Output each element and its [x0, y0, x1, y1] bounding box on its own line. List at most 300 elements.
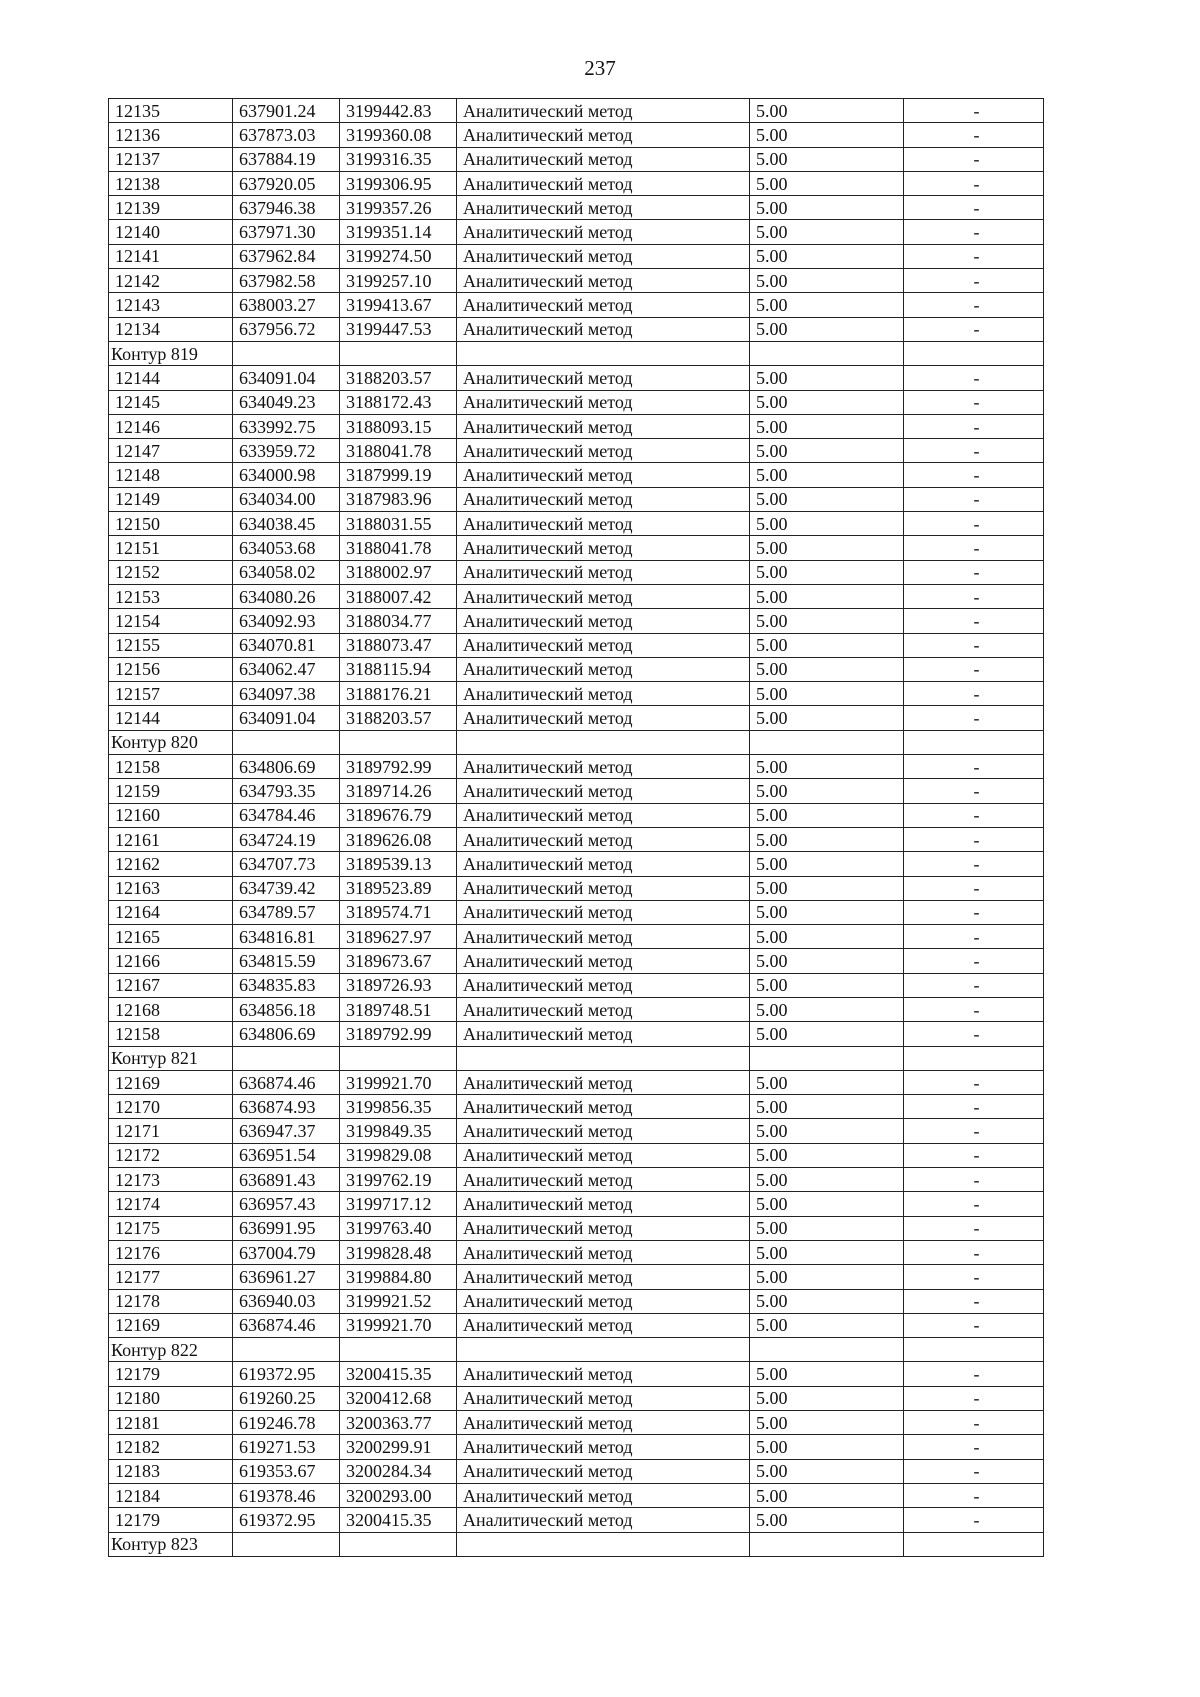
- coordinate-x-cell: 634058.02: [233, 560, 340, 584]
- coordinate-x-cell: 634815.59: [233, 949, 340, 973]
- coordinate-y-cell: 3189792.99: [340, 1022, 457, 1046]
- point-number-cell: 12172: [109, 1143, 233, 1167]
- coordinate-y-cell: 3189673.67: [340, 949, 457, 973]
- accuracy-cell: 5.00: [750, 584, 904, 608]
- note-cell: -: [904, 900, 1044, 924]
- accuracy-cell: 5.00: [750, 949, 904, 973]
- accuracy-cell: 5.00: [750, 220, 904, 244]
- coordinate-y-cell: 3199316.35: [340, 147, 457, 171]
- table-row: [109, 1095, 1044, 1119]
- note-cell: -: [904, 827, 1044, 851]
- accuracy-cell: 5.00: [750, 1483, 904, 1507]
- point-number-cell: 12179: [109, 1508, 233, 1532]
- point-number-cell: 12184: [109, 1483, 233, 1507]
- method-cell: Аналитический метод: [457, 609, 750, 633]
- table-row: [109, 1168, 1044, 1192]
- method-cell: Аналитический метод: [457, 803, 750, 827]
- point-number-cell: 12149: [109, 487, 233, 511]
- table-row: [109, 779, 1044, 803]
- accuracy-cell: 5.00: [750, 925, 904, 949]
- note-cell: -: [904, 147, 1044, 171]
- coordinate-y-cell: 3199360.08: [340, 123, 457, 147]
- method-cell: Аналитический метод: [457, 900, 750, 924]
- note-cell: -: [904, 1143, 1044, 1167]
- coordinate-x-cell: 637004.79: [233, 1240, 340, 1264]
- table-row: [109, 293, 1044, 317]
- coordinate-x-cell: 634000.98: [233, 463, 340, 487]
- coordinate-x-cell: 619260.25: [233, 1386, 340, 1410]
- point-number-cell: 12136: [109, 123, 233, 147]
- method-cell: Аналитический метод: [457, 244, 750, 268]
- point-number-cell: 12171: [109, 1119, 233, 1143]
- coordinate-x-cell: 634097.38: [233, 682, 340, 706]
- note-cell: -: [904, 755, 1044, 779]
- method-cell: Аналитический метод: [457, 536, 750, 560]
- empty-cell: [233, 1532, 340, 1556]
- coordinate-x-cell: 636891.43: [233, 1168, 340, 1192]
- table-row: [109, 220, 1044, 244]
- table-row: [109, 414, 1044, 438]
- coordinate-x-cell: 619372.95: [233, 1362, 340, 1386]
- coordinate-x-cell: 634856.18: [233, 997, 340, 1021]
- method-cell: Аналитический метод: [457, 414, 750, 438]
- accuracy-cell: 5.00: [750, 1289, 904, 1313]
- note-cell: -: [904, 997, 1044, 1021]
- method-cell: Аналитический метод: [457, 1435, 750, 1459]
- note-cell: -: [904, 925, 1044, 949]
- note-cell: -: [904, 1265, 1044, 1289]
- coordinate-x-cell: 634806.69: [233, 1022, 340, 1046]
- note-cell: -: [904, 244, 1044, 268]
- empty-cell: [340, 1338, 457, 1362]
- accuracy-cell: 5.00: [750, 1386, 904, 1410]
- method-cell: Аналитический метод: [457, 827, 750, 851]
- accuracy-cell: 5.00: [750, 900, 904, 924]
- point-number-cell: 12178: [109, 1289, 233, 1313]
- coordinate-y-cell: 3199856.35: [340, 1095, 457, 1119]
- point-number-cell: 12151: [109, 536, 233, 560]
- method-cell: Аналитический метод: [457, 269, 750, 293]
- coordinate-y-cell: 3199274.50: [340, 244, 457, 268]
- coordinate-y-cell: 3188203.57: [340, 706, 457, 730]
- coordinate-x-cell: 633959.72: [233, 439, 340, 463]
- method-cell: Аналитический метод: [457, 1022, 750, 1046]
- coordinate-y-cell: 3199921.52: [340, 1289, 457, 1313]
- method-cell: Аналитический метод: [457, 1362, 750, 1386]
- table-row: [109, 1459, 1044, 1483]
- point-number-cell: 12167: [109, 973, 233, 997]
- table-row: [109, 803, 1044, 827]
- coordinate-y-cell: 3188172.43: [340, 390, 457, 414]
- point-number-cell: 12173: [109, 1168, 233, 1192]
- coordinate-y-cell: 3189792.99: [340, 755, 457, 779]
- method-cell: Аналитический метод: [457, 755, 750, 779]
- contour-header-row: [109, 341, 1044, 365]
- accuracy-cell: 5.00: [750, 560, 904, 584]
- coordinate-y-cell: 3188093.15: [340, 414, 457, 438]
- point-number-cell: 12158: [109, 1022, 233, 1046]
- note-cell: -: [904, 876, 1044, 900]
- table-row: [109, 900, 1044, 924]
- coordinate-x-cell: 619271.53: [233, 1435, 340, 1459]
- table-row: [109, 657, 1044, 681]
- empty-cell: [340, 730, 457, 754]
- accuracy-cell: 5.00: [750, 1192, 904, 1216]
- contour-header-row: [109, 730, 1044, 754]
- note-cell: -: [904, 803, 1044, 827]
- note-cell: -: [904, 123, 1044, 147]
- table-row: [109, 584, 1044, 608]
- note-cell: -: [904, 439, 1044, 463]
- coordinate-x-cell: 637920.05: [233, 171, 340, 195]
- method-cell: Аналитический метод: [457, 1143, 750, 1167]
- note-cell: -: [904, 220, 1044, 244]
- coordinate-x-cell: 637971.30: [233, 220, 340, 244]
- note-cell: -: [904, 1119, 1044, 1143]
- empty-cell: [233, 341, 340, 365]
- empty-cell: [904, 1046, 1044, 1070]
- point-number-cell: 12155: [109, 633, 233, 657]
- accuracy-cell: 5.00: [750, 317, 904, 341]
- accuracy-cell: 5.00: [750, 1313, 904, 1337]
- table-row: [109, 609, 1044, 633]
- accuracy-cell: 5.00: [750, 463, 904, 487]
- note-cell: -: [904, 536, 1044, 560]
- coordinate-x-cell: 637873.03: [233, 123, 340, 147]
- coordinates-table-body: [109, 99, 1044, 1557]
- coordinate-x-cell: 638003.27: [233, 293, 340, 317]
- accuracy-cell: 5.00: [750, 487, 904, 511]
- coordinate-x-cell: 634080.26: [233, 584, 340, 608]
- point-number-cell: 12179: [109, 1362, 233, 1386]
- coordinate-y-cell: 3188031.55: [340, 512, 457, 536]
- empty-cell: [904, 341, 1044, 365]
- coordinate-x-cell: 634091.04: [233, 366, 340, 390]
- note-cell: -: [904, 560, 1044, 584]
- empty-cell: [750, 1532, 904, 1556]
- coordinate-y-cell: 3188203.57: [340, 366, 457, 390]
- coordinate-x-cell: 634835.83: [233, 973, 340, 997]
- coordinate-y-cell: 3189574.71: [340, 900, 457, 924]
- coordinate-x-cell: 637956.72: [233, 317, 340, 341]
- empty-cell: [750, 341, 904, 365]
- method-cell: Аналитический метод: [457, 997, 750, 1021]
- coordinate-x-cell: 637982.58: [233, 269, 340, 293]
- table-row: [109, 827, 1044, 851]
- table-row: [109, 997, 1044, 1021]
- method-cell: Аналитический метод: [457, 876, 750, 900]
- coordinate-y-cell: 3188176.21: [340, 682, 457, 706]
- point-number-cell: 12183: [109, 1459, 233, 1483]
- coordinate-y-cell: 3189539.13: [340, 852, 457, 876]
- accuracy-cell: 5.00: [750, 1411, 904, 1435]
- note-cell: -: [904, 949, 1044, 973]
- note-cell: -: [904, 366, 1044, 390]
- accuracy-cell: 5.00: [750, 633, 904, 657]
- note-cell: -: [904, 1168, 1044, 1192]
- accuracy-cell: 5.00: [750, 244, 904, 268]
- table-row: [109, 463, 1044, 487]
- note-cell: -: [904, 269, 1044, 293]
- method-cell: Аналитический метод: [457, 366, 750, 390]
- coordinate-x-cell: 634806.69: [233, 755, 340, 779]
- point-number-cell: 12169: [109, 1070, 233, 1094]
- empty-cell: [233, 730, 340, 754]
- coordinate-y-cell: 3199762.19: [340, 1168, 457, 1192]
- coordinate-y-cell: 3188002.97: [340, 560, 457, 584]
- note-cell: -: [904, 1386, 1044, 1410]
- method-cell: Аналитический метод: [457, 1168, 750, 1192]
- table-row: [109, 682, 1044, 706]
- table-row: [109, 1362, 1044, 1386]
- point-number-cell: 12138: [109, 171, 233, 195]
- table-row: [109, 560, 1044, 584]
- coordinate-x-cell: 634053.68: [233, 536, 340, 560]
- note-cell: -: [904, 1435, 1044, 1459]
- coordinate-y-cell: 3200363.77: [340, 1411, 457, 1435]
- accuracy-cell: 5.00: [750, 827, 904, 851]
- contour-label: Контур 822: [109, 1338, 233, 1362]
- accuracy-cell: 5.00: [750, 706, 904, 730]
- table-row: [109, 1022, 1044, 1046]
- note-cell: -: [904, 414, 1044, 438]
- empty-cell: [750, 1338, 904, 1362]
- table-row: [109, 536, 1044, 560]
- contour-label: Контур 819: [109, 341, 233, 365]
- note-cell: -: [904, 99, 1044, 123]
- coordinate-y-cell: 3188007.42: [340, 584, 457, 608]
- accuracy-cell: 5.00: [750, 609, 904, 633]
- coordinate-y-cell: 3199829.08: [340, 1143, 457, 1167]
- coordinate-y-cell: 3189726.93: [340, 973, 457, 997]
- table-row: [109, 123, 1044, 147]
- note-cell: -: [904, 1459, 1044, 1483]
- coordinate-x-cell: 636951.54: [233, 1143, 340, 1167]
- method-cell: Аналитический метод: [457, 99, 750, 123]
- method-cell: Аналитический метод: [457, 925, 750, 949]
- coordinate-x-cell: 634816.81: [233, 925, 340, 949]
- coordinate-x-cell: 634091.04: [233, 706, 340, 730]
- empty-cell: [904, 730, 1044, 754]
- coordinate-y-cell: 3200284.34: [340, 1459, 457, 1483]
- contour-label: Контур 821: [109, 1046, 233, 1070]
- table-row: [109, 1435, 1044, 1459]
- accuracy-cell: 5.00: [750, 269, 904, 293]
- coordinate-y-cell: 3199884.80: [340, 1265, 457, 1289]
- coordinates-table: [108, 98, 1044, 1557]
- note-cell: -: [904, 1362, 1044, 1386]
- coordinate-x-cell: 636957.43: [233, 1192, 340, 1216]
- table-row: [109, 973, 1044, 997]
- method-cell: Аналитический метод: [457, 633, 750, 657]
- table-row: [109, 147, 1044, 171]
- empty-cell: [457, 1338, 750, 1362]
- point-number-cell: 12180: [109, 1386, 233, 1410]
- coordinate-x-cell: 634724.19: [233, 827, 340, 851]
- point-number-cell: 12140: [109, 220, 233, 244]
- note-cell: -: [904, 973, 1044, 997]
- accuracy-cell: 5.00: [750, 682, 904, 706]
- table-row: [109, 755, 1044, 779]
- accuracy-cell: 5.00: [750, 876, 904, 900]
- method-cell: Аналитический метод: [457, 779, 750, 803]
- empty-cell: [233, 1046, 340, 1070]
- coordinate-y-cell: 3200299.91: [340, 1435, 457, 1459]
- table-row: [109, 1411, 1044, 1435]
- note-cell: -: [904, 779, 1044, 803]
- contour-header-row: [109, 1338, 1044, 1362]
- coordinate-x-cell: 634789.57: [233, 900, 340, 924]
- coordinate-x-cell: 634707.73: [233, 852, 340, 876]
- point-number-cell: 12177: [109, 1265, 233, 1289]
- accuracy-cell: 5.00: [750, 123, 904, 147]
- table-row: [109, 1070, 1044, 1094]
- method-cell: Аналитический метод: [457, 390, 750, 414]
- method-cell: Аналитический метод: [457, 682, 750, 706]
- point-number-cell: 12156: [109, 657, 233, 681]
- coordinate-y-cell: 3188041.78: [340, 439, 457, 463]
- method-cell: Аналитический метод: [457, 1313, 750, 1337]
- point-number-cell: 12142: [109, 269, 233, 293]
- accuracy-cell: 5.00: [750, 1459, 904, 1483]
- method-cell: Аналитический метод: [457, 171, 750, 195]
- coordinate-y-cell: 3199828.48: [340, 1240, 457, 1264]
- point-number-cell: 12150: [109, 512, 233, 536]
- contour-label: Контур 823: [109, 1532, 233, 1556]
- point-number-cell: 12157: [109, 682, 233, 706]
- contour-label: Контур 820: [109, 730, 233, 754]
- note-cell: -: [904, 487, 1044, 511]
- method-cell: Аналитический метод: [457, 1070, 750, 1094]
- page-number: 237: [584, 56, 616, 80]
- table-row: [109, 876, 1044, 900]
- method-cell: Аналитический метод: [457, 657, 750, 681]
- table-row: [109, 487, 1044, 511]
- point-number-cell: 12137: [109, 147, 233, 171]
- note-cell: -: [904, 852, 1044, 876]
- table-row: [109, 1119, 1044, 1143]
- point-number-cell: 12182: [109, 1435, 233, 1459]
- empty-cell: [457, 730, 750, 754]
- coordinate-x-cell: 634784.46: [233, 803, 340, 827]
- point-number-cell: 12175: [109, 1216, 233, 1240]
- point-number-cell: 12160: [109, 803, 233, 827]
- method-cell: Аналитический метод: [457, 1192, 750, 1216]
- note-cell: -: [904, 1313, 1044, 1337]
- note-cell: -: [904, 390, 1044, 414]
- note-cell: -: [904, 317, 1044, 341]
- point-number-cell: 12152: [109, 560, 233, 584]
- point-number-cell: 12158: [109, 755, 233, 779]
- coordinate-y-cell: 3188115.94: [340, 657, 457, 681]
- coordinate-y-cell: 3200415.35: [340, 1362, 457, 1386]
- accuracy-cell: 5.00: [750, 852, 904, 876]
- accuracy-cell: 5.00: [750, 439, 904, 463]
- coordinate-x-cell: 637884.19: [233, 147, 340, 171]
- method-cell: Аналитический метод: [457, 512, 750, 536]
- coordinate-y-cell: 3199921.70: [340, 1070, 457, 1094]
- accuracy-cell: 5.00: [750, 1240, 904, 1264]
- accuracy-cell: 5.00: [750, 1216, 904, 1240]
- coordinate-x-cell: 636991.95: [233, 1216, 340, 1240]
- accuracy-cell: 5.00: [750, 1508, 904, 1532]
- method-cell: Аналитический метод: [457, 1216, 750, 1240]
- table-row: [109, 633, 1044, 657]
- coordinate-y-cell: 3188041.78: [340, 536, 457, 560]
- contour-header-row: [109, 1532, 1044, 1556]
- coordinate-y-cell: 3189714.26: [340, 779, 457, 803]
- empty-cell: [904, 1532, 1044, 1556]
- coordinate-y-cell: 3199306.95: [340, 171, 457, 195]
- note-cell: -: [904, 512, 1044, 536]
- accuracy-cell: 5.00: [750, 99, 904, 123]
- table-row: [109, 706, 1044, 730]
- point-number-cell: 12134: [109, 317, 233, 341]
- accuracy-cell: 5.00: [750, 657, 904, 681]
- coordinate-y-cell: 3189748.51: [340, 997, 457, 1021]
- method-cell: Аналитический метод: [457, 123, 750, 147]
- table-row: [109, 171, 1044, 195]
- table-row: [109, 1508, 1044, 1532]
- coordinate-x-cell: 634034.00: [233, 487, 340, 511]
- coordinate-x-cell: 637901.24: [233, 99, 340, 123]
- point-number-cell: 12161: [109, 827, 233, 851]
- method-cell: Аналитический метод: [457, 1459, 750, 1483]
- coordinate-y-cell: 3189627.97: [340, 925, 457, 949]
- coordinate-y-cell: 3189523.89: [340, 876, 457, 900]
- method-cell: Аналитический метод: [457, 973, 750, 997]
- note-cell: -: [904, 584, 1044, 608]
- point-number-cell: 12135: [109, 99, 233, 123]
- coordinate-y-cell: 3200415.35: [340, 1508, 457, 1532]
- coordinate-y-cell: 3199413.67: [340, 293, 457, 317]
- note-cell: -: [904, 1411, 1044, 1435]
- point-number-cell: 12166: [109, 949, 233, 973]
- accuracy-cell: 5.00: [750, 196, 904, 220]
- accuracy-cell: 5.00: [750, 414, 904, 438]
- coordinate-y-cell: 3189626.08: [340, 827, 457, 851]
- method-cell: Аналитический метод: [457, 560, 750, 584]
- point-number-cell: 12153: [109, 584, 233, 608]
- method-cell: Аналитический метод: [457, 463, 750, 487]
- method-cell: Аналитический метод: [457, 487, 750, 511]
- coordinate-y-cell: 3200412.68: [340, 1386, 457, 1410]
- coordinate-y-cell: 3199447.53: [340, 317, 457, 341]
- accuracy-cell: 5.00: [750, 803, 904, 827]
- table-row: [109, 1265, 1044, 1289]
- method-cell: Аналитический метод: [457, 1095, 750, 1119]
- note-cell: -: [904, 463, 1044, 487]
- note-cell: -: [904, 657, 1044, 681]
- note-cell: -: [904, 609, 1044, 633]
- method-cell: Аналитический метод: [457, 147, 750, 171]
- note-cell: -: [904, 1095, 1044, 1119]
- coordinate-x-cell: 619378.46: [233, 1483, 340, 1507]
- empty-cell: [340, 341, 457, 365]
- point-number-cell: 12154: [109, 609, 233, 633]
- coordinate-y-cell: 3187999.19: [340, 463, 457, 487]
- table-row: [109, 1240, 1044, 1264]
- method-cell: Аналитический метод: [457, 1508, 750, 1532]
- table-row: [109, 317, 1044, 341]
- empty-cell: [457, 1046, 750, 1070]
- coordinate-x-cell: 633992.75: [233, 414, 340, 438]
- point-number-cell: 12144: [109, 366, 233, 390]
- coordinate-x-cell: 637962.84: [233, 244, 340, 268]
- accuracy-cell: 5.00: [750, 779, 904, 803]
- contour-header-row: [109, 1046, 1044, 1070]
- point-number-cell: 12176: [109, 1240, 233, 1264]
